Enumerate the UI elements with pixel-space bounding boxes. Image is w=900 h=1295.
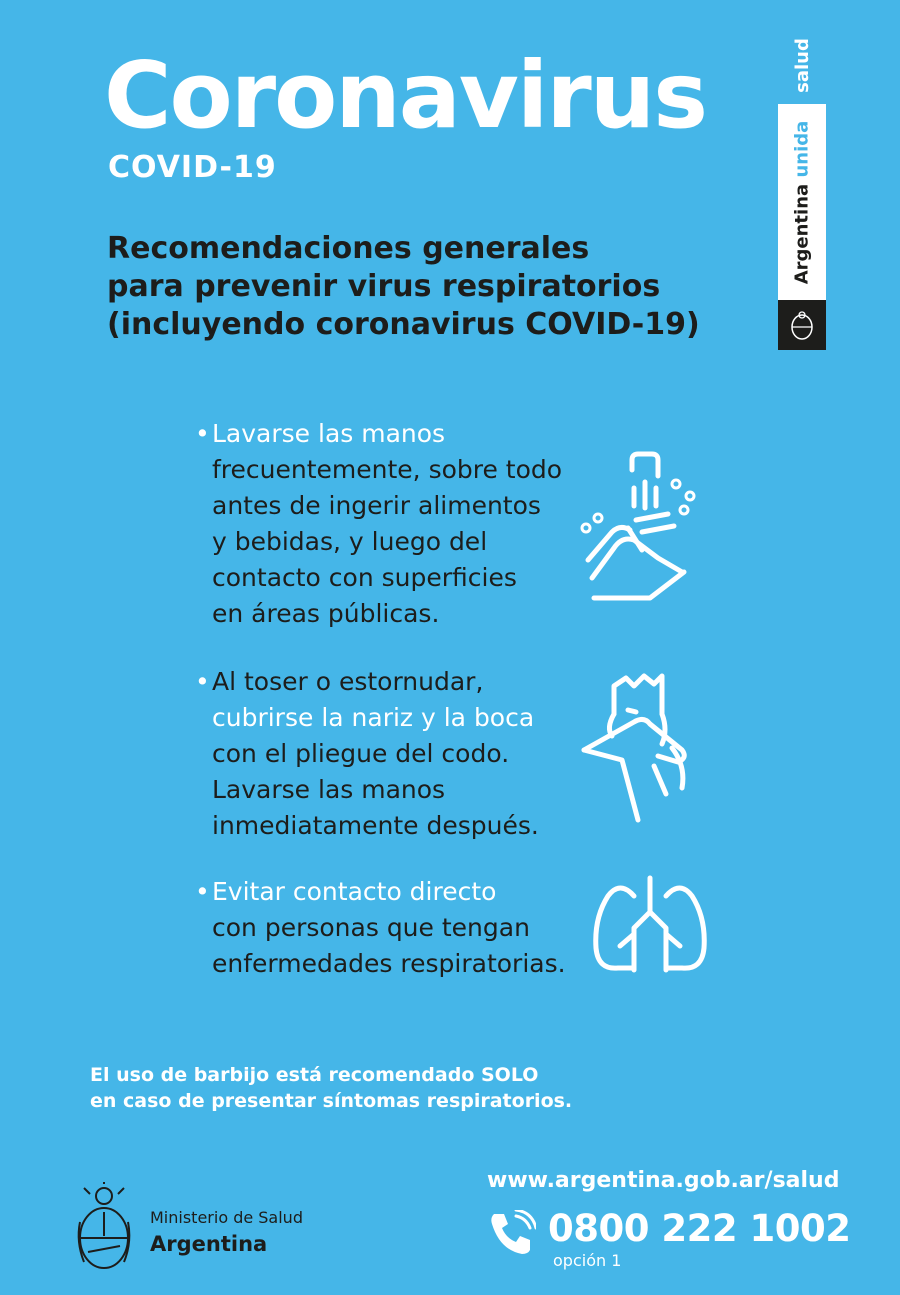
heading-line: (incluyendo coronavirus COVID-19) (107, 307, 700, 342)
bullet-dot: • (195, 667, 210, 696)
recommendation-line: Lavarse las manos (212, 775, 446, 804)
ministry-name: Ministerio de Salud (150, 1208, 303, 1227)
recommendation-item-contact (195, 874, 566, 982)
recommendation-item-hands (195, 416, 562, 632)
recommendation-item-cough (195, 664, 539, 844)
recommendation-line: contacto con superficies (212, 563, 517, 592)
note-line: en caso de presentar síntomas respiratorios. (90, 1090, 573, 1112)
recommendation-line: en áreas públicas. (212, 599, 440, 628)
phone-option: opción 1 (553, 1251, 622, 1270)
argentina-unida-text (792, 120, 813, 284)
recommendation-line: Al toser o estornudar, (212, 667, 484, 696)
page-title: Coronavirus (104, 42, 707, 149)
argentina-word: Argentina (791, 183, 813, 284)
mask-usage-note (90, 1062, 572, 1114)
website-link[interactable]: www.argentina.gob.ar/salud (487, 1168, 840, 1193)
recommendation-line: inmediatamente después. (212, 811, 539, 840)
note-line: El uso de barbijo está recomendado SOLO (90, 1064, 539, 1086)
recommendation-line: cubrirse la nariz y la boca (212, 703, 535, 732)
salud-text: salud (791, 37, 813, 93)
recommendation-line: y bebidas, y luego del (212, 527, 488, 556)
side-salud-label (785, 30, 819, 100)
recommendation-line: Evitar contacto directo (212, 877, 497, 906)
side-argentina-unida-badge (778, 104, 826, 300)
hand-washing-icon (572, 448, 702, 608)
recommendation-line: enfermedades respiratorias. (212, 949, 566, 978)
phone-number[interactable]: 0800 222 1002 (548, 1207, 851, 1250)
ministry-country: Argentina (150, 1232, 268, 1256)
cough-elbow-icon (578, 670, 698, 830)
heading-line: para prevenir virus respiratorios (107, 269, 661, 304)
heading-line: Recomendaciones generales (107, 231, 590, 266)
side-emblem-box (778, 300, 826, 350)
recommendations-heading (107, 230, 700, 344)
recommendation-line: con el pliegue del codo. (212, 739, 510, 768)
bullet-dot: • (195, 877, 210, 906)
recommendation-line: frecuentemente, sobre todo (212, 455, 563, 484)
recommendation-line: Lavarse las manos (212, 419, 446, 448)
coat-of-arms-icon (74, 1182, 134, 1274)
phone-icon (486, 1210, 536, 1256)
coat-of-arms-icon (789, 309, 815, 341)
recommendation-line: con personas que tengan (212, 913, 530, 942)
lungs-icon (590, 874, 710, 974)
page-subtitle: COVID-19 (108, 150, 277, 185)
bullet-dot: • (195, 419, 210, 448)
recommendation-line: antes de ingerir alimentos (212, 491, 541, 520)
unida-word: unida (791, 120, 813, 178)
